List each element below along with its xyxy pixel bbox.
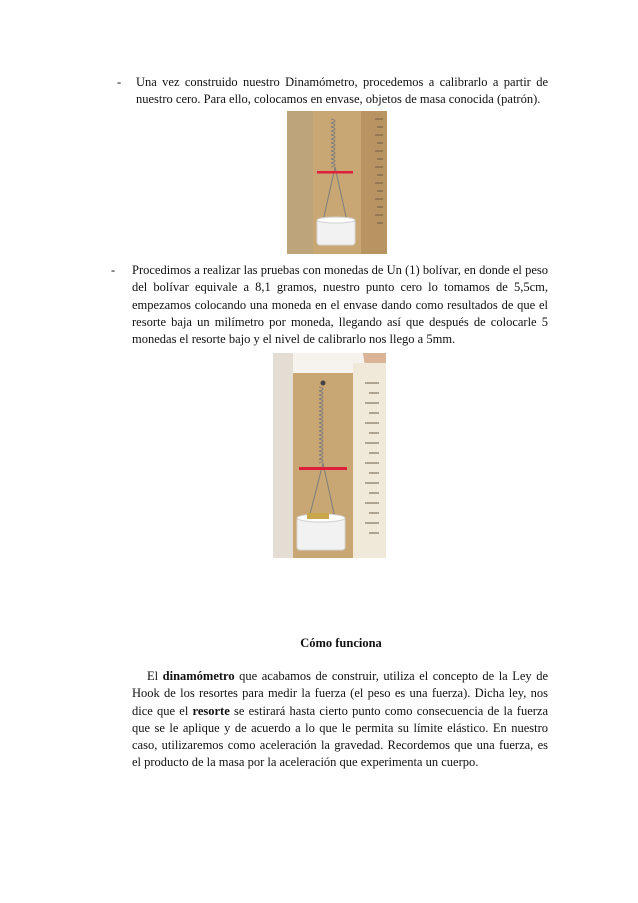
dynamometer-illustration-2: [273, 353, 386, 558]
bullet-marker-2: -: [111, 263, 116, 277]
paragraph-tests: Procedimos a realizar las pruebas con monedas de Un (1) bolívar, en donde el peso del bolívar equivale a 8,1 gramos, nuestro punto cero lo tomamos de 5,5cm, empezamos colocando una moneda en el envase dando como resultados de que el resorte baja un milímetro por moneda, llegando así que después de colocarle 5 monedas el resorte bajo y el nivel de calibrarlo nos llego a 5mm.: [132, 263, 548, 347]
dynamometer-photo-1: [287, 111, 387, 254]
dynamometer-illustration-1: [287, 111, 387, 254]
paragraph-how-it-works: [132, 668, 548, 772]
text-middle-2: se estirará hasta cierto punto como consecuencia de la fuerza que se le aplique y de acuerdo a lo que le permita su límite elástico. En nuestro caso, utilizaremos como aceleración la gravedad. Recordemos que una fuerza, es el producto de la masa por la aceleración que experimenta un cuerpo.: [132, 703, 548, 770]
paragraph-calibration: Una vez construido nuestro Dinamómetro, procedemos a calibrarlo a partir de nuestro cero. Para ello, colocamos en envase, objetos de masa conocida (patrón).: [136, 75, 548, 107]
text-middle-1: que acabamos de construir, utiliza el concepto de la Ley de Hook de los resortes para medir la fuerza (el peso es una fuerza). Dicha ley, nos dice que el: [132, 669, 548, 718]
bullet-marker-1: -: [117, 75, 122, 89]
text-intro: El: [147, 669, 163, 683]
dynamometer-photo-2: [273, 353, 386, 558]
term-dinamometro: dinamómetro: [162, 669, 235, 683]
section-title: Cómo funciona: [300, 636, 382, 650]
term-resorte: resorte: [192, 703, 230, 718]
